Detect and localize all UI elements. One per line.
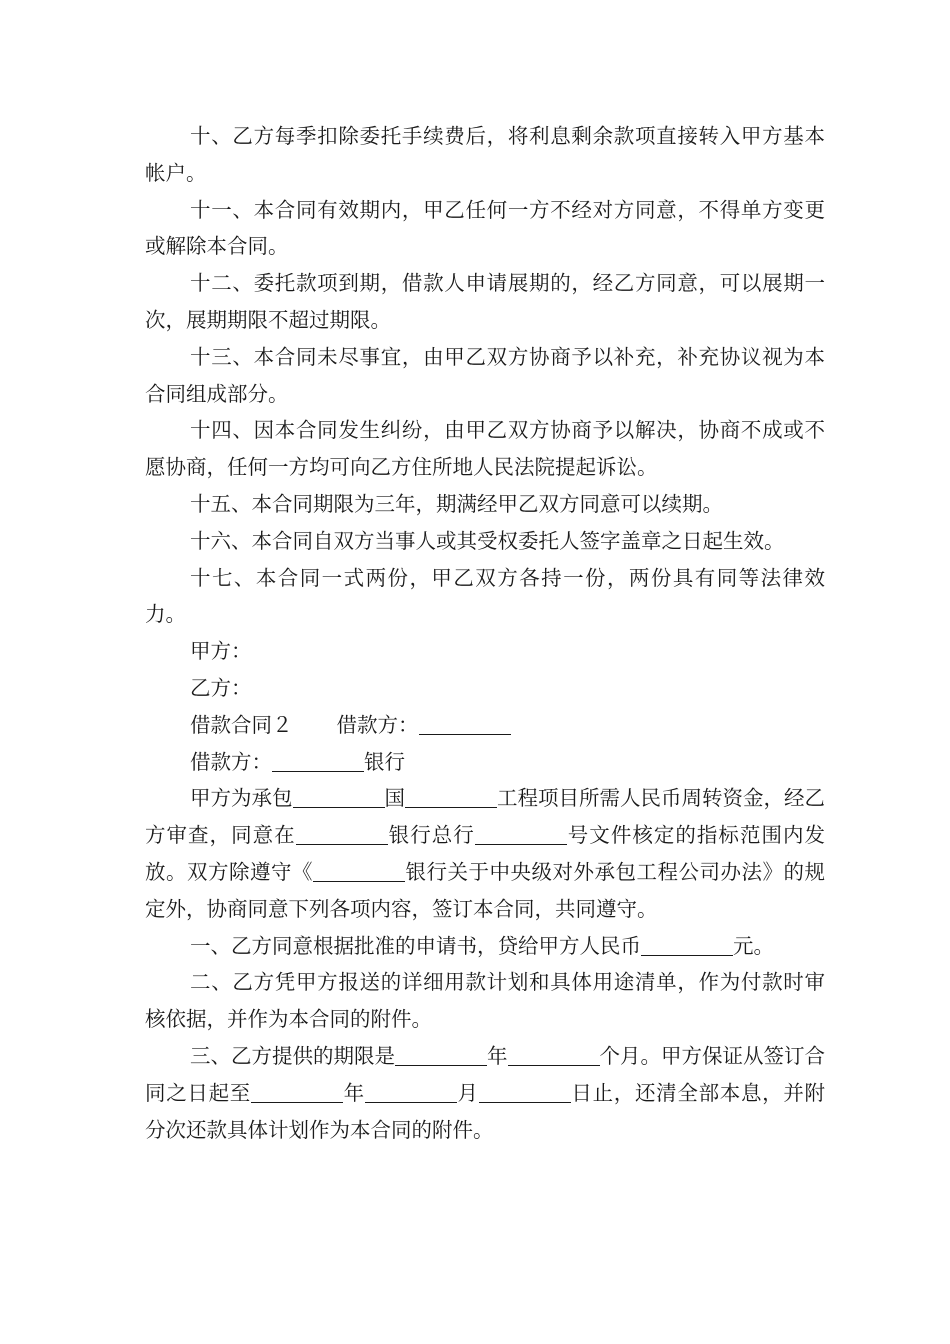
fill-blank: [313, 859, 405, 882]
party-b-signature: 乙方：: [190, 675, 252, 700]
fill-blank: [251, 1080, 343, 1103]
lender-line: 借款方： 银行: [190, 749, 405, 774]
fill-blank: [365, 1080, 457, 1103]
contract2-title-line: [145, 707, 825, 744]
fill-blank: [475, 823, 567, 846]
fill-blank: [508, 1043, 600, 1066]
fill-blank: [479, 1080, 571, 1103]
fill-blank: [272, 749, 364, 772]
contract2-clause-3: 三、乙方提供的期限是 年 个月。甲方保证从签订合同之日起至 年 月 日止，还清全部本息，并附分次还款具体计划作为本合同的附件。: [145, 1043, 826, 1142]
clause-17: 十七、本合同一式两份，甲乙双方各持一份，两份具有同等法律效力。: [145, 565, 825, 627]
clause-13: 十三、本合同未尽事宜，由甲乙双方协商予以补充，补充协议视为本合同组成部分。: [145, 344, 825, 406]
contract2-intro: 甲方为承包 国 工程项目所需人民币周转资金，经乙方审查，同意在 银行总行 号文件核定的指标范围内发放。双方除遵守《 银行关于中央级对外承包工程公司办法》的规定外，协商同意下列各项内容，签订本合同，共同遵守。: [145, 786, 826, 921]
contract2-title: 借款合同２: [190, 712, 293, 737]
document-page: [145, 118, 825, 1148]
contract2-clause-2: 二、乙方凭甲方报送的详细用款计划和具体用途清单，作为付款时审核依据，并作为本合同的附件。: [145, 970, 825, 1032]
clause-15: 十五、本合同期限为三年，期满经甲乙双方同意可以续期。: [190, 491, 723, 516]
borrower-label: 借款方：: [190, 749, 272, 774]
borrower-label: 借款方：: [336, 712, 419, 737]
fill-blank: [641, 933, 733, 956]
fill-blank: [293, 786, 385, 809]
clause-11: 十一、本合同有效期内，甲乙任何一方不经对方同意，不得单方变更或解除本合同。: [145, 197, 825, 259]
clause-10: 十、乙方每季扣除委托手续费后，将利息剩余款项直接转入甲方基本帐户。: [145, 124, 825, 185]
clause-12: 十二、委托款项到期，借款人申请展期的，经乙方同意，可以展期一次，展期期限不超过期限。: [145, 271, 825, 332]
party-a-signature: 甲方：: [190, 639, 252, 664]
fill-blank: [296, 823, 388, 846]
clause-16: 十六、本合同自双方当事人或其受权委托人签字盖章之日起生效。: [190, 528, 785, 553]
contract2-clause-1: 一、乙方同意根据批准的申请书，贷给甲方人民币 元。: [190, 933, 774, 958]
clause-14: 十四、因本合同发生纠纷，由甲乙双方协商予以解决，协商不成或不愿协商，任何一方均可向乙方住所地人民法院提起诉讼。: [145, 418, 825, 480]
fill-blank: [405, 786, 497, 809]
fill-blank: [395, 1043, 487, 1066]
fill-blank: [419, 712, 511, 735]
